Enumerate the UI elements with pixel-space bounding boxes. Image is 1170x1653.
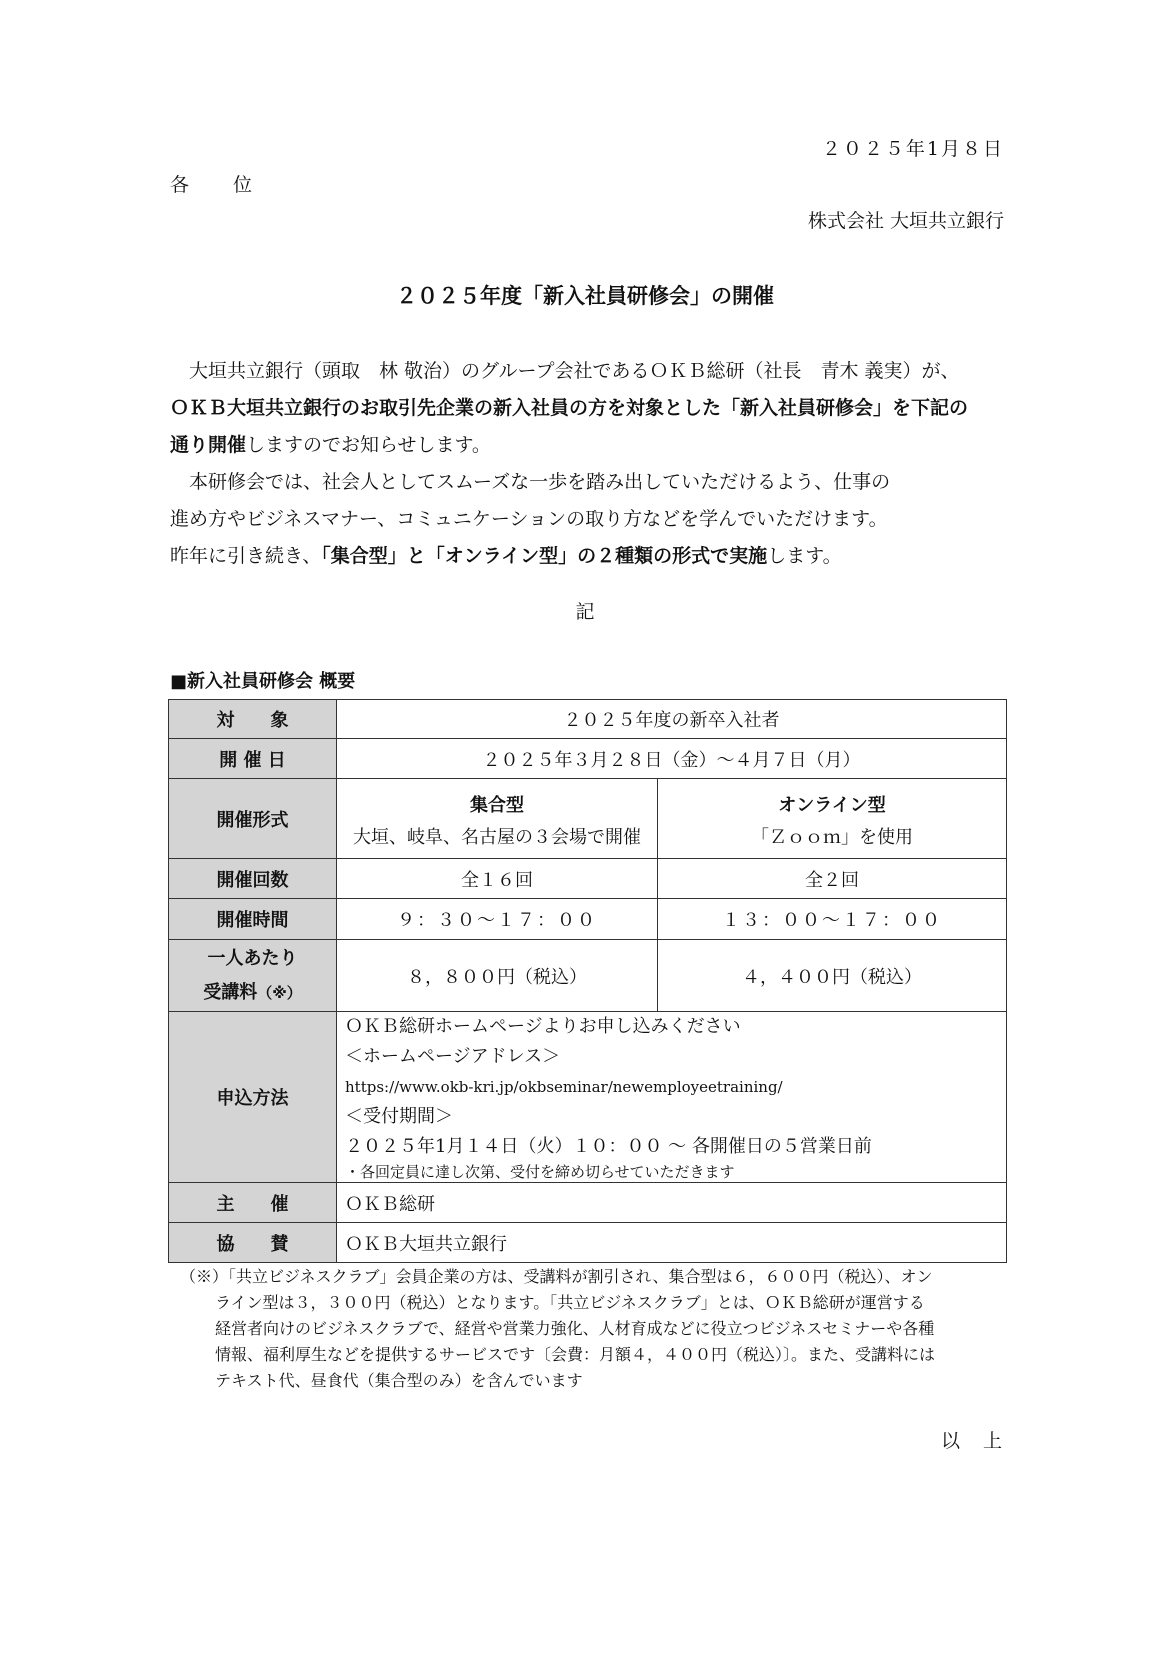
format-group-title: 集合型 [470, 794, 524, 816]
host-label: 主 催 [169, 1183, 337, 1223]
count-label: 開催回数 [169, 859, 337, 899]
intro-line-2 [170, 390, 1010, 427]
count-online: 全２回 [658, 859, 1007, 899]
footnote-line-3: 経営者向けのビジネスクラブで、経営や営業力強化、人材育成などに役立つビジネスセミナーや各種 [215, 1319, 935, 1338]
time-group: ９：３０～１７：００ [337, 899, 658, 940]
document-title: ２０２５年度「新入社員研修会」の開催 [396, 284, 774, 308]
target-label: 対 象 [169, 700, 337, 739]
apply-line-2: ＜ホームページアドレス＞ [345, 1046, 561, 1067]
table-row-target [169, 700, 1007, 739]
intro-line-6-post: します。 [767, 545, 842, 567]
time-label: 開催時間 [169, 899, 337, 940]
overview-table [168, 699, 1007, 1263]
apply-line-1: ＯＫＢ総研ホームページよりお申し込みください [345, 1016, 741, 1037]
format-group-cell [337, 779, 658, 859]
intro-line-6 [170, 538, 1010, 575]
footnote-line-1: （※）「共立ビジネスクラブ」会員企業の方は、受講料が割引され、集合型は６，６００円（税込）、オン [180, 1267, 933, 1286]
count-group: 全１６回 [337, 859, 658, 899]
format-online-title: オンライン型 [778, 794, 886, 816]
intro-line-2-bold: ＯＫＢ大垣共立銀行のお取引先企業の新入社員の方を対象とした「新入社員研修会」を下記の [170, 397, 969, 419]
footnote-line-4: 情報、福利厚生などを提供するサービスです〔会費：月額４，４００円（税込）〕。また、受講料には [215, 1345, 936, 1364]
target-value: ２０２５年度の新卒入社者 [337, 700, 1007, 739]
format-group-desc: 大垣、岐阜、名古屋の３会場で開催 [353, 826, 641, 848]
document-date: ２０２５年1月８日 [821, 138, 1004, 160]
host-value: ＯＫＢ総研 [337, 1183, 1007, 1223]
time-online: １３：００～１７：００ [658, 899, 1007, 940]
sponsor-label: 協 賛 [169, 1223, 337, 1263]
intro-line-5: 進め方やビジネスマナー、コミュニケーションの取り方などを学んでいただけます。 [170, 508, 888, 530]
intro-line-3-bold: 通り開催 [170, 434, 247, 456]
issuer-organization: 株式会社 大垣共立銀行 [807, 210, 1004, 232]
apply-line-5: ２０２５年1月１４日（火）１０：００ ～ 各開催日の５営業日前 [345, 1136, 872, 1157]
apply-url-link[interactable]: https://www.okb-kri.jp/okbseminar/newemployeetraining/ [345, 1078, 783, 1096]
fee-group: ８，８００円（税込） [337, 940, 658, 1012]
fee-label [169, 940, 337, 1012]
apply-line-4: ＜受付期間＞ [345, 1106, 453, 1127]
table-row-format [169, 779, 1007, 859]
table-row-sponsor [169, 1223, 1007, 1263]
table-row-time [169, 899, 1007, 940]
intro-line-3-rest: しますのでお知らせします。 [246, 434, 491, 456]
intro-paragraph-1 [170, 353, 1010, 464]
intro-line-4: 本研修会では、社会人としてスムーズな一歩を踏み出していただけるよう、仕事の [189, 471, 891, 493]
table-row-dates [169, 739, 1007, 779]
recipients: 各 位 [170, 174, 255, 196]
dates-value: ２０２５年３月２８日（金）～４月７日（月） [337, 739, 1007, 779]
format-online-desc: 「Ｚｏｏｍ」を使用 [751, 826, 913, 848]
intro-line-6-bold: 「集合型」と「オンライン型」の２種類の形式で実施 [321, 545, 768, 567]
footnote [180, 1264, 1010, 1394]
intro-line-1: 大垣共立銀行（頭取 林 敬治）のグループ会社であるＯＫＢ総研（社長 青木 義実）が、 [189, 360, 960, 382]
format-online-cell [658, 779, 1007, 859]
ki-marker: 記 [575, 601, 595, 623]
table-row-fee [169, 940, 1007, 1012]
fee-label-line-1: 一人あたり [207, 947, 298, 969]
footnote-line-5: テキスト代、昼食代（集合型のみ）を含んでいます [215, 1371, 583, 1390]
fee-label-line-2 [177, 976, 328, 1010]
closing-mark: 以 上 [940, 1430, 1004, 1452]
section-heading: ■新入社員研修会 概要 [170, 671, 356, 692]
sponsor-value: ＯＫＢ大垣共立銀行 [337, 1223, 1007, 1263]
apply-label: 申込方法 [169, 1012, 337, 1183]
footnote-line-2: ライン型は３，３００円（税込）となります。「共立ビジネスクラブ」とは、ＯＫＢ総研が運営する [215, 1293, 925, 1312]
apply-line-6: ・各回定員に達し次第、受付を締め切らせていただきます [345, 1163, 735, 1181]
format-label: 開催形式 [169, 779, 337, 859]
apply-details [337, 1012, 1007, 1183]
intro-line-3 [170, 427, 1010, 464]
intro-line-6-pre: 昨年に引き続き、 [170, 545, 322, 567]
fee-online: ４，４００円（税込） [658, 940, 1007, 1012]
fee-label-mark: （※） [257, 983, 302, 1002]
table-row-count [169, 859, 1007, 899]
fee-label-main: 受講料 [203, 981, 258, 1003]
intro-paragraph-2 [170, 464, 1010, 575]
table-row-host [169, 1183, 1007, 1223]
table-row-apply [169, 1012, 1007, 1183]
dates-label: 開 催 日 [169, 739, 337, 779]
